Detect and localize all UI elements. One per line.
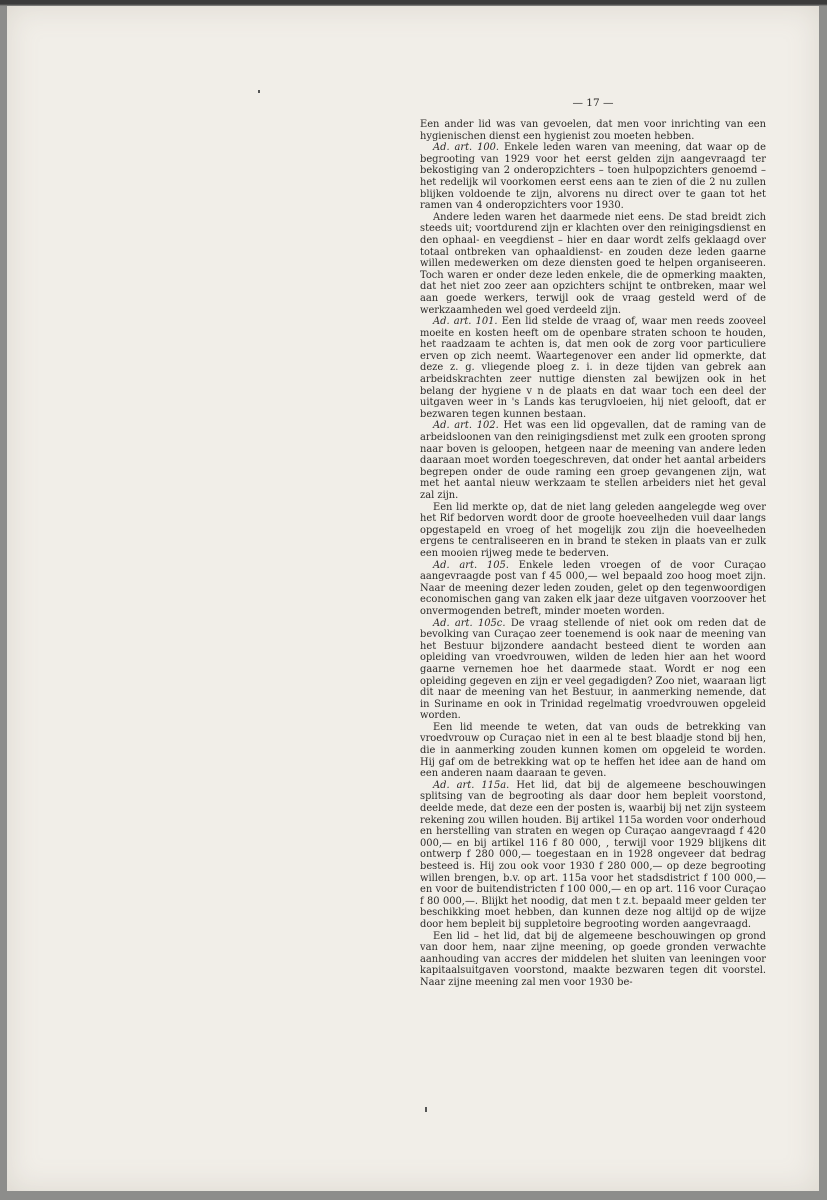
paragraph-text: Een ander lid was van gevoelen, dat men voor inrichting van een hygienischen dienst een hygienist zou moeten hebben. [420,119,766,142]
paragraph-text: Een lid merkte op, dat de niet lang geleden aangelegde weg over het Rif bedorven wordt door de groote hoeveelheden vuil daar langs opgestapeld en vroeg of het mogelijk zou zijn die hoeveelheden ergens te centraliseeren en in brand te steken in plaats van er zulk een mooien rijweg mede te bederven. [420,501,766,559]
paragraph [420,502,766,560]
article-label: Ad. art. 105. [433,559,509,571]
paragraph [420,420,766,501]
paragraph-text: Het lid, dat bij de algemeene beschouwingen splitsing van de begrooting als daar door hem bepleit voorstond, deelde mede, dat deze een der posten is, waarbij bij net zijn systeem rekening zou willen houden. Bij artikel 115a worden voor onderhoud en herstelling van straten en wegen op Curaçao aangevraagd f 420 000,— en bij artikel 116 f 80 000, , terwijl voor 1929 blijkens dit ontwerp f 280 000,— toegestaan en in 1928 ongeveer dat bedrag besteed is. Hij zou ook voor 1930 f 280 000,— op deze begrooting willen brengen, b.v. op art. 115a voor het stadsdistrict f 100 000,— en voor de buitendistricten f 100 000,— en op art. 116 voor Curaçao f 80 000,—. Blijkt het noodig, dat men t z.t. bepaald meer gelden ter beschikking moet hebben, dan kunnen deze nog altijd op de wijze door hem bepleit bij suppletoire begrooting worden aangevraagd. [420,779,767,930]
paragraph-text: Een lid meende te weten, dat van ouds de betrekking van vroedvrouw op Curaçao niet in een al te best blaadje stond bij hen, die in aanmerking zouden kunnen komen om opgeleid te worden. Hij gaf om de betrekking wat op te heffen het idee aan de hand om een anderen naam daaraan te geven. [420,721,766,780]
article-label: Ad. art. 101. [433,316,498,328]
paragraph-text: Andere leden waren het daarmede niet eens. De stad breidt zich steeds uit; voortdurend zijn er klachten over den reinigingsdienst en den ophaal- en veegdienst – hier en daar wordt zelfs geklaagd over totaal ontbreken van ophaaldienst- en zouden deze leden gaarne willen medewerken om deze diensten goed te helpen organiseeren. Toch waren er onder deze leden enkele, die de opmerking maakten, dat het niet zoo zeer aan opzichters schijnt te ontbreken, maar wel aan goede werkers, terwijl ook de vraag gesteld werd of de werkzaamheden wel goed verdeeld zijn. [420,211,766,316]
article-label: Ad. art. 105c. [433,617,506,629]
paragraph-text: Enkele leden vroegen of de voor Curaçao aangevraagde post van f 45 000,— wel bepaald zoo hoog moet zijn. Naar de meening dezer leden zouden, gelet op den tegenwoordigen economischen gang van zaken elk jaar deze uitgaven voorzoover het onvermogenden betreft, minder moeten worden. [420,559,767,617]
paragraph-text: De vraag stellende of niet ook om reden dat de bevolking van Curaçao zeer toenemend is ook naar de meening van het Bestuur bijzondere aandacht besteed dient te worden aan opleiding van vroedvrouwen, wilden de leden hier aan het woord gaarne vernemen hoe het daarmede staat. Wordt er nog een opleiding gegeven en zijn er veel gegadigden? Zoo niet, waaraan ligt dit naar de meening van het Bestuur, in aanmerking nemende, dat in Suriname en ook in Trinidad regelmatig vroedvrouwen opgeleid worden. [420,617,766,722]
paragraph-text: Het was een lid opgevallen, dat de raming van de arbeidsloonen van den reinigingsdienst met zulk een grooten sprong naar boven is geloopen, hetgeen naar de meening van andere leden daaraan moet worden toegeschreven, dat onder het aantal arbeiders begrepen onder de oude raming een groep gevangenen zijn, wat met het aantal nieuw werkzaam te stellen arbeiders niet het geval zal zijn. [420,420,767,501]
page-text [420,97,766,989]
speck-mark [425,1107,427,1112]
paragraph [420,618,766,722]
page-number: — 17 — [572,97,614,109]
speck-mark [258,90,260,93]
paragraph [420,212,766,316]
paragraph [420,142,766,212]
article-label: Ad. art. 100. [433,142,500,154]
paragraph [420,931,766,989]
paragraph [420,560,766,618]
article-label: Ad. art. 115a. [433,779,510,791]
paragraph-text: Enkele leden waren van meening, dat waar op de begrooting van 1929 voor het eerst gelden zijn aangevraagd ter bekostiging van 2 onderopzichters – toen hulpopzichters genoemd – het redelijk wil voorkomen eerst eens aan te zien of die 2 nu zullen blijken voldoende te zijn, alvorens nu direct over te gaan tot het ramen van 4 onderopzichters voor 1930. [420,142,767,212]
paragraph-text: Een lid – het lid, dat bij de algemeene beschouwingen op grond van door hem, naar zijne meening, op goede gronden verwachte aanhouding van accres der middelen het sluiten van leeningen voor kapitaalsuitgaven voorstond, maakte bezwaren tegen dit voorstel. Naar zijne meening zal men voor 1930 be- [420,930,766,988]
paragraph [420,780,766,931]
paragraph-text: Een lid stelde de vraag of, waar men reeds zooveel moeite en kosten heeft om de openbare straten schoon te houden, het raadzaam te achten is, dat men ook de zorg voor particuliere erven op zich neemt. Waartegenover een ander lid opmerkte, dat deze z. g. vliegende ploeg z. i. in deze tijden van gebrek aan arbeidskrachten zeer nuttige diensten zal bewijzen ook in het belang der hygiene v n de plaats en dat waar toch een deel der uitgaven weer in 's Lands kas terugvloeien, hij niet gelooft, dat er bezwaren tegen kunnen bestaan. [420,316,766,420]
article-label: Ad. art. 102. [433,420,499,432]
paragraph [420,316,766,420]
paragraph [420,722,766,780]
paragraph [420,119,766,142]
